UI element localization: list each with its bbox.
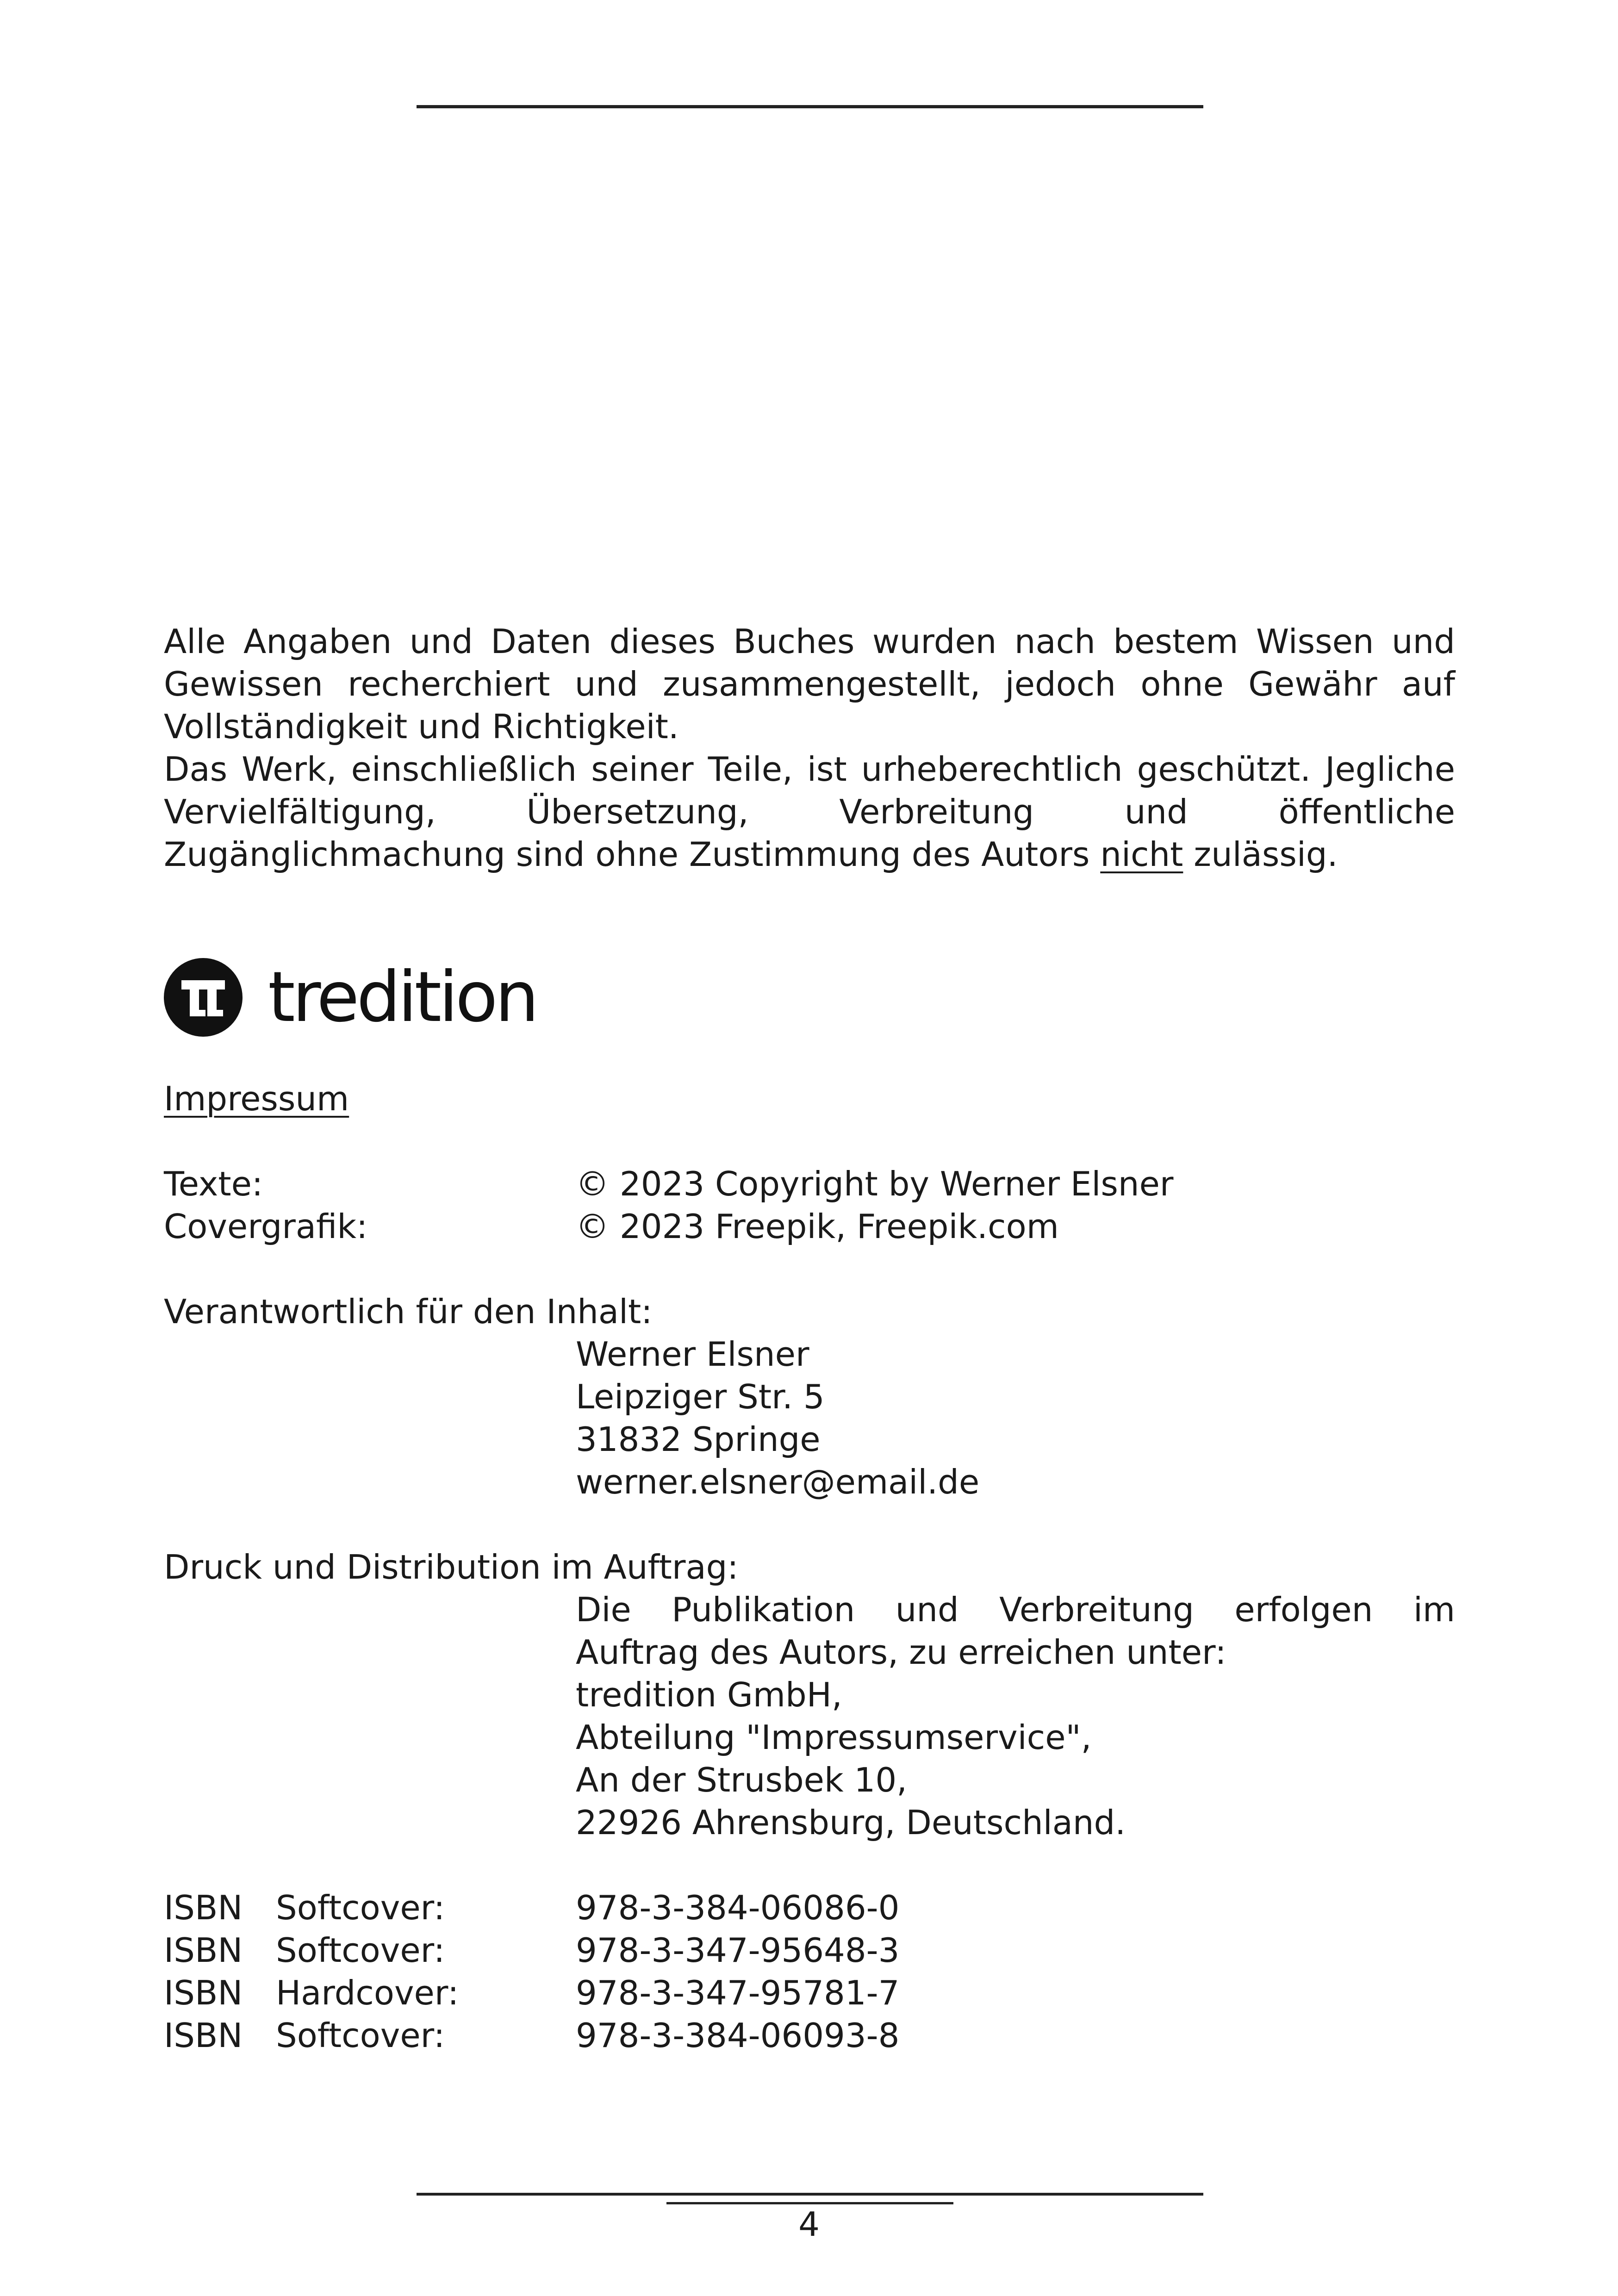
tredition-logo — [164, 958, 536, 1037]
tredition-logo-icon — [164, 958, 243, 1037]
texte-label: Texte: — [164, 1164, 263, 1203]
distribution-city: 22926 Ahrensburg, Deutschland. — [576, 1803, 1126, 1842]
disclaimer-accuracy: Alle Angaben und Daten dieses Buches wurden nach bestem Wissen und Gewissen recherchiert und zusammengestellt, jedoch ohne Gewähr auf Vollständigkeit und Richtigkeit. — [164, 622, 1455, 746]
disclaimer-copyright: Das Werk, einschließlich seiner Teile, ist urheberechtlich geschützt. Jegliche Vervielfältigung, Übersetzung, Verbreitung und öffentliche Zugänglichmachung sind ohne Zustimmung des Autors nicht zulässig. — [164, 750, 1455, 874]
responsible-label: Verantwortlich für den Inhalt: — [164, 1292, 653, 1331]
distribution-line-2: Auftrag des Autors, zu erreichen unter: — [576, 1633, 1226, 1672]
responsible-street: Leipziger Str. 5 — [576, 1377, 825, 1416]
isbn-type: Hardcover: — [276, 1973, 459, 2012]
responsible-name: Werner Elsner — [576, 1335, 809, 1374]
distribution-street: An der Strusbek 10, — [576, 1761, 908, 1799]
cover-value: © 2023 Freepik, Freepik.com — [576, 1207, 1059, 1246]
impressum-heading: Impressum — [164, 1079, 349, 1118]
logo-wordmark: tredition — [268, 957, 536, 1038]
isbn-label: ISBN — [164, 2016, 243, 2055]
cover-label: Covergrafik: — [164, 1207, 368, 1246]
responsible-email: werner.elsner@email.de — [576, 1462, 980, 1501]
isbn-label: ISBN — [164, 1888, 243, 1927]
isbn-value: 978-3-347-95648-3 — [576, 1931, 900, 1970]
texte-value: © 2023 Copyright by Werner Elsner — [576, 1164, 1174, 1203]
distribution-company: tredition GmbH, — [576, 1675, 842, 1714]
top-rule — [417, 105, 1203, 108]
page-number: 4 — [798, 2205, 820, 2244]
isbn-type: Softcover: — [276, 1888, 445, 1927]
distribution-line-1: Die Publikation und Verbreitung erfolgen im — [576, 1590, 1455, 1629]
isbn-value: 978-3-347-95781-7 — [576, 1973, 900, 2012]
isbn-label: ISBN — [164, 1973, 243, 2012]
responsible-city: 31832 Springe — [576, 1420, 821, 1459]
disclaimer — [164, 620, 1455, 876]
isbn-type: Softcover: — [276, 1931, 445, 1970]
bottom-rule — [417, 2193, 1203, 2196]
isbn-type: Softcover: — [276, 2016, 445, 2055]
distribution-department: Abteilung "Impressumservice", — [576, 1718, 1092, 1757]
distribution-label: Druck und Distribution im Auftrag: — [164, 1548, 739, 1587]
isbn-label: ISBN — [164, 1931, 243, 1970]
isbn-value: 978-3-384-06093-8 — [576, 2016, 900, 2055]
emphasis-nicht: nicht — [1100, 835, 1183, 874]
isbn-value: 978-3-384-06086-0 — [576, 1888, 900, 1927]
